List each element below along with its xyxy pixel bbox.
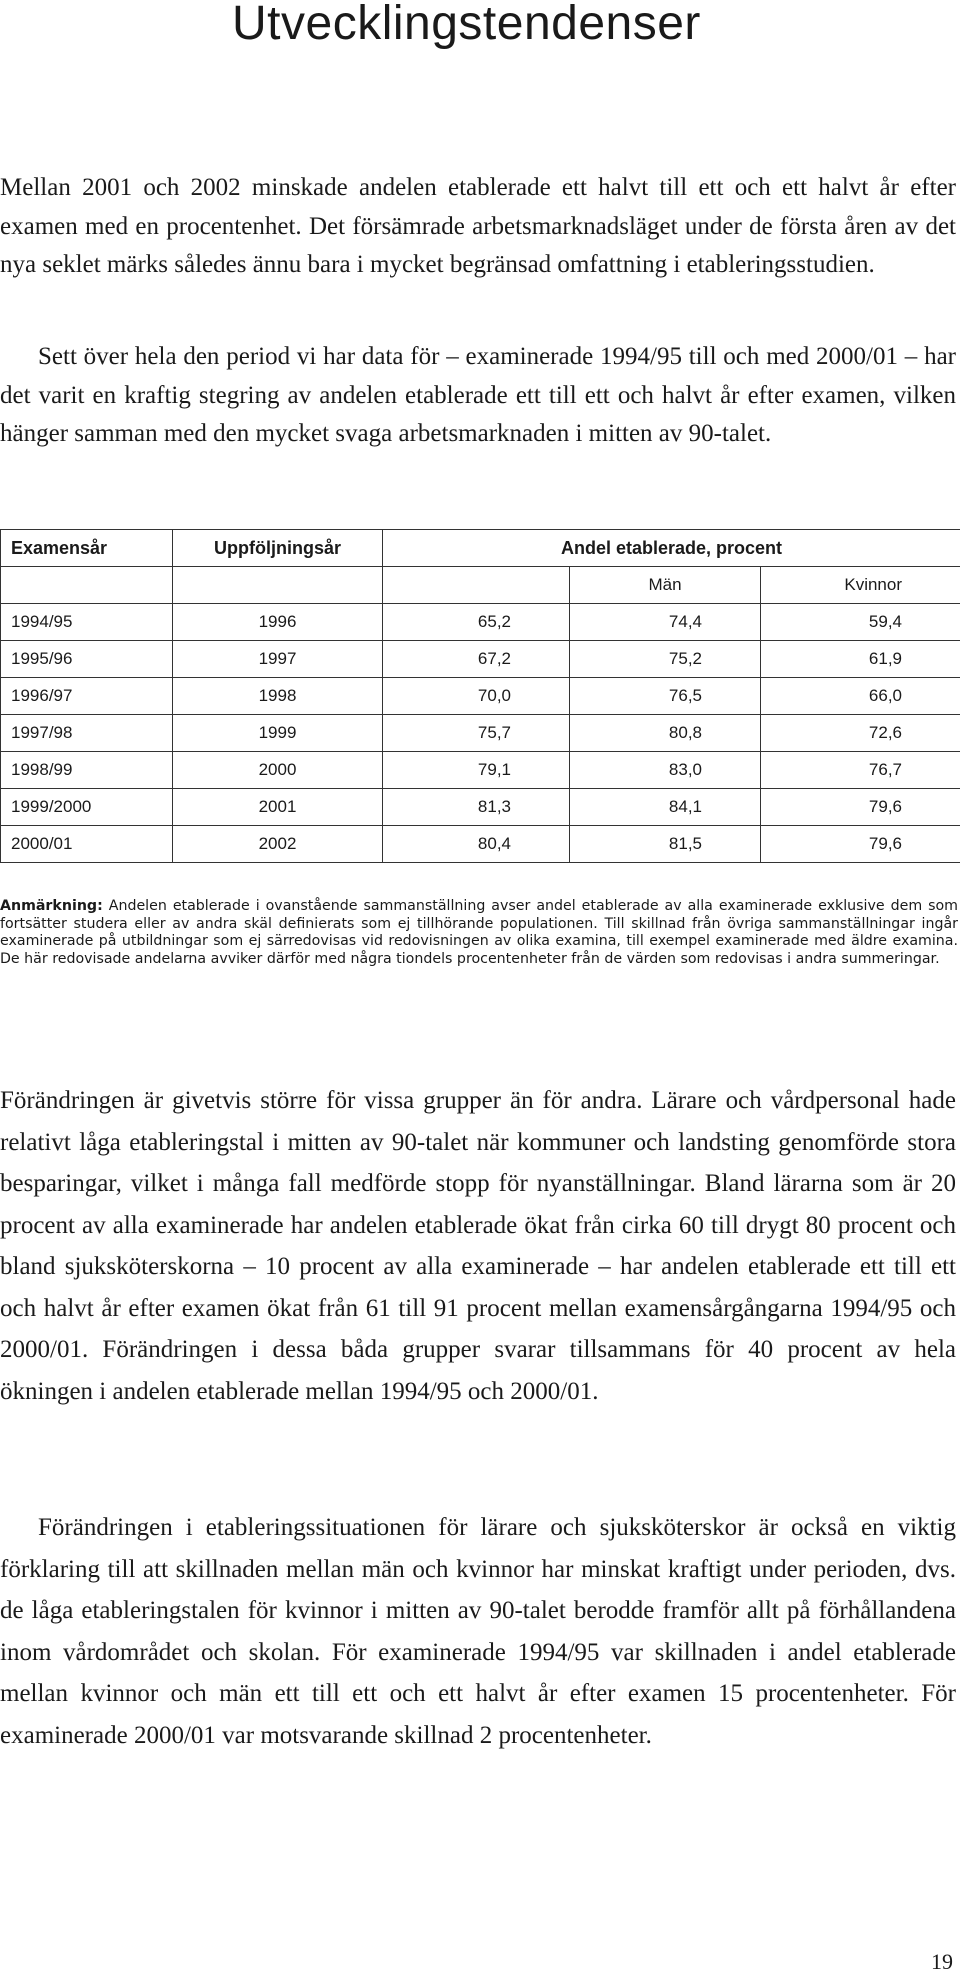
- table-subheader-row: [1, 567, 960, 604]
- cell-total: 70,0: [383, 678, 570, 715]
- cell-followup-year: 2001: [173, 789, 383, 826]
- cell-followup-year: 1997: [173, 641, 383, 678]
- cell-exam-year: 1995/96: [1, 641, 173, 678]
- cell-followup-year: 1999: [173, 715, 383, 752]
- table-note: [0, 898, 958, 968]
- page-title: Utvecklingstendenser: [232, 0, 701, 50]
- table-row: [1, 641, 960, 678]
- paragraph-intro: Mellan 2001 och 2002 minskade andelen etablerade ett halvt till ett och ett halvt år efter examen med en procentenhet. Det försämrade arbetsmarknadsläget under de första åren av det nya seklet märks således ännu bara i mycket begränsad omfattning i etableringsstudien.: [0, 174, 956, 278]
- table-row: [1, 678, 960, 715]
- cell-women: 72,6: [761, 715, 960, 752]
- subheader-empty: [1, 567, 173, 604]
- table-row: [1, 604, 960, 641]
- table-row: [1, 789, 960, 826]
- cell-women: 79,6: [761, 789, 960, 826]
- note-text: Andelen etablerade i ovanstående sammanställning avser andel etablerade av alla examinerade exklusive dem som fortsätter studera eller av andra skäl definierats som ej tillhörande populationen. Till skillnad från övriga sammanställningar ingår examinerade på utbildningar som ej särredovisas vid redovisningen av olika examina, till exempel examinerade med äldre examina. De här redovisade andelarna avviker därför med några tiondels procentenheter från de värden som redovisas i andra summeringar.: [0, 898, 959, 967]
- cell-total: 81,3: [383, 789, 570, 826]
- cell-total: 65,2: [383, 604, 570, 641]
- header-followup-year: Uppföljningsår: [173, 530, 383, 567]
- subheader-men: Män: [570, 567, 761, 604]
- cell-men: 76,5: [570, 678, 761, 715]
- cell-men: 74,4: [570, 604, 761, 641]
- subheader-women: Kvinnor: [761, 567, 960, 604]
- paragraph-groups: Förändringen är givetvis större för vissa grupper än för andra. Lärare och vårdpersonal hade relativt låga etableringstal i mitten av 90-talet när kommuner och landsting genomförde stora besparingar, vilket i många fall medförde stopp för nyanställningar. Bland lärarna som är 20 procent av alla examinerade har andelen etablerade ökat från cirka 60 till drygt 80 procent och bland sjuksköterskorna – 10 procent av alla examinerade – har andelen etablerade ett till ett och halvt år efter examen ökat från 61 till 91 procent mellan examensårgångarna 1994/95 och 2000/01. Förändringen i dessa båda grupper svarar tillsammans för 40 procent av hela ökningen i andelen etablerade mellan 1994/95 och 2000/01.: [0, 1087, 956, 1405]
- page-number: 19: [931, 1949, 953, 1974]
- cell-followup-year: 2002: [173, 826, 383, 863]
- cell-followup-year: 1996: [173, 604, 383, 641]
- header-share-established: Andel etablerade, procent: [383, 530, 960, 567]
- cell-women: 79,6: [761, 826, 960, 863]
- table-header-row: [1, 530, 960, 567]
- cell-exam-year: 2000/01: [1, 826, 173, 863]
- cell-exam-year: 1998/99: [1, 752, 173, 789]
- cell-men: 83,0: [570, 752, 761, 789]
- cell-women: 66,0: [761, 678, 960, 715]
- cell-total: 67,2: [383, 641, 570, 678]
- cell-men: 81,5: [570, 826, 761, 863]
- paragraph-period: Sett över hela den period vi har data för – examinerade 1994/95 till och med 2000/01 – har det varit en kraftig stegring av andelen etablerade ett till ett och halvt år efter examen, vilken hänger samman med den mycket svaga arbetsmarknaden i mitten av 90-talet.: [0, 343, 956, 447]
- header-exam-year: Examensår: [1, 530, 173, 567]
- cell-women: 59,4: [761, 604, 960, 641]
- cell-exam-year: 1997/98: [1, 715, 173, 752]
- cell-men: 84,1: [570, 789, 761, 826]
- cell-women: 61,9: [761, 641, 960, 678]
- note-label: Anmärkning:: [0, 898, 103, 914]
- cell-followup-year: 1998: [173, 678, 383, 715]
- cell-followup-year: 2000: [173, 752, 383, 789]
- cell-total: 75,7: [383, 715, 570, 752]
- cell-women: 76,7: [761, 752, 960, 789]
- table-row: [1, 752, 960, 789]
- paragraph-gender-gap: Förändringen i etableringssituationen för lärare och sjuksköterskor är också en viktig förklaring till att skillnaden mellan män och kvinnor har minskat kraftigt under perioden, dvs. de låga etableringstalen för kvinnor i mitten av 90-talet berodde framför allt på förhållandena inom vårdområdet och skolan. För examinerade 1994/95 var skillnaden i andel etablerade mellan kvinnor och män ett till ett och ett halvt år efter examen 15 procentenheter. För examinerade 2000/01 var motsvarande skillnad 2 procentenheter.: [0, 1514, 956, 1749]
- cell-total: 80,4: [383, 826, 570, 863]
- table-row: [1, 826, 960, 863]
- cell-exam-year: 1999/2000: [1, 789, 173, 826]
- subheader-empty: [173, 567, 383, 604]
- cell-exam-year: 1996/97: [1, 678, 173, 715]
- subheader-total: [383, 567, 570, 604]
- cell-exam-year: 1994/95: [1, 604, 173, 641]
- cell-men: 80,8: [570, 715, 761, 752]
- cell-total: 79,1: [383, 752, 570, 789]
- establishment-table: [0, 529, 960, 863]
- table-row: [1, 715, 960, 752]
- cell-men: 75,2: [570, 641, 761, 678]
